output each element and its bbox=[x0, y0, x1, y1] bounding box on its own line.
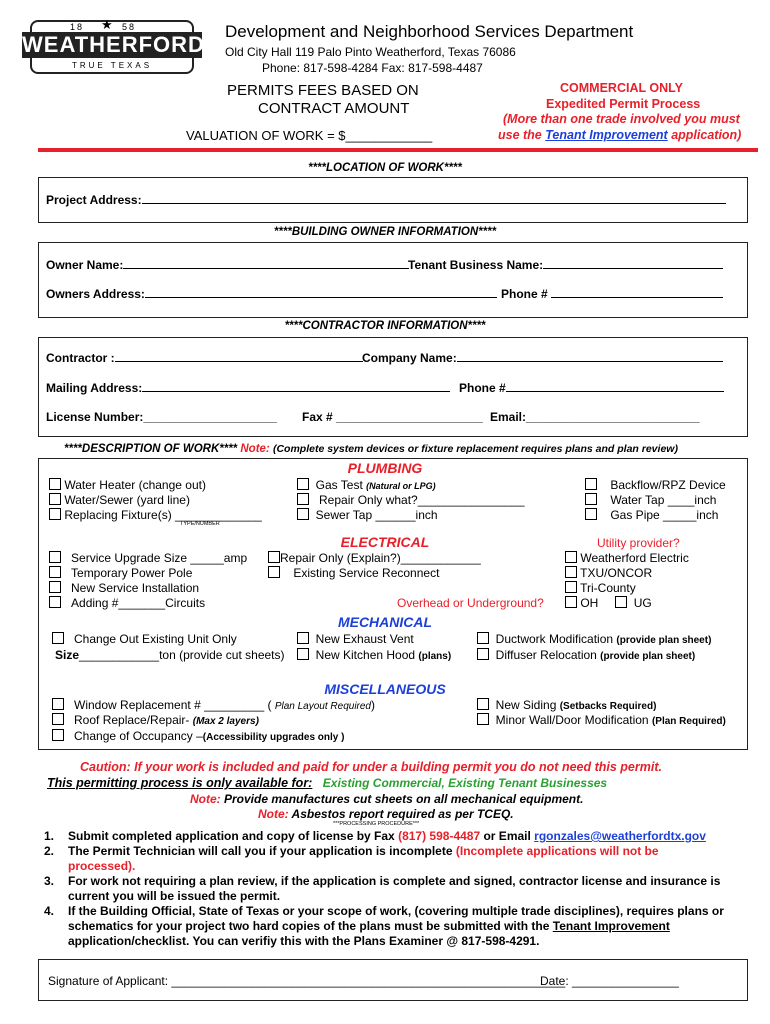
checkbox[interactable] bbox=[297, 648, 309, 660]
plumbing-water-sewer[interactable]: Water/Sewer (yard line) bbox=[49, 493, 190, 507]
asbestos-note: Note: Asbestos report required as per TCEQ. bbox=[258, 807, 514, 821]
plumbing-replacing-fixtures[interactable]: Replacing Fixture(s) _____________ bbox=[49, 508, 262, 522]
step-1-number: 1. bbox=[44, 829, 55, 843]
misc-minor-wall[interactable]: Minor Wall/Door Modification (Plan Required) bbox=[477, 713, 726, 727]
contractor-field[interactable]: Contractor : bbox=[46, 351, 363, 365]
checkbox[interactable] bbox=[477, 698, 489, 710]
checkbox[interactable] bbox=[477, 648, 489, 660]
logo-year-left: 18 bbox=[70, 22, 85, 32]
electrical-reconnect[interactable]: Existing Service Reconnect bbox=[268, 566, 439, 580]
checkbox[interactable] bbox=[49, 581, 61, 593]
plumbing-backflow[interactable]: Backflow/RPZ Device bbox=[585, 478, 726, 492]
utility-txu[interactable]: TXU/ONCOR bbox=[565, 566, 652, 580]
project-address-field[interactable]: Project Address: bbox=[46, 193, 726, 207]
misc-roof[interactable]: Roof Replace/Repair- (Max 2 layers) bbox=[52, 713, 259, 727]
owner-name-field[interactable]: Owner Name: bbox=[46, 258, 409, 272]
processing-procedure: ***PROCESSING PROCEDURE*** bbox=[333, 821, 420, 827]
electrical-adding-circuits[interactable]: Adding #_______Circuits bbox=[49, 596, 205, 610]
checkbox[interactable] bbox=[52, 729, 64, 741]
signature-field[interactable]: Signature of Applicant: ___________________________________________________________ bbox=[48, 974, 566, 988]
commercial-only: COMMERCIAL ONLY bbox=[560, 81, 683, 95]
tenant-improvement-link[interactable]: Tenant Improvement bbox=[545, 128, 668, 142]
step-2: The Permit Technician will call you if your application is incomplete (Incomplete applications will not be processed). bbox=[68, 844, 659, 873]
owners-address-field[interactable]: Owners Address: bbox=[46, 287, 497, 301]
mechanical-kitchen-hood[interactable]: New Kitchen Hood (plans) bbox=[297, 648, 451, 662]
checkbox[interactable] bbox=[477, 713, 489, 725]
type-number-label: TYPE/NUMBER bbox=[180, 521, 220, 527]
step-1: Submit completed application and copy of license by Fax (817) 598-4487 or Email rgonzales@weatherfordtx.gov bbox=[68, 829, 706, 843]
checkbox[interactable] bbox=[268, 551, 280, 563]
valuation-field[interactable]: VALUATION OF WORK = $____________ bbox=[186, 128, 433, 143]
texas-star-icon: ★ bbox=[101, 17, 113, 32]
misc-siding[interactable]: New Siding (Setbacks Required) bbox=[477, 698, 656, 712]
checkbox[interactable] bbox=[565, 581, 577, 593]
date-field[interactable]: Date: ________________ bbox=[540, 974, 679, 988]
more-than-one-trade: (More than one trade involved you must bbox=[503, 112, 740, 126]
contractor-phone-field[interactable]: Phone # bbox=[459, 381, 724, 395]
checkbox[interactable] bbox=[52, 713, 64, 725]
electrical-repair-only[interactable]: Repair Only (Explain?)____________ bbox=[268, 551, 481, 565]
checkbox[interactable] bbox=[585, 478, 597, 490]
electrical-service-upgrade[interactable]: Service Upgrade Size _____amp bbox=[49, 551, 247, 565]
step-3: For work not requiring a plan review, if the application is complete and signed, contractor license and insurance is current you will be issued the permit. bbox=[68, 874, 721, 903]
checkbox[interactable] bbox=[565, 566, 577, 578]
utility-provider: Utility provider? bbox=[597, 536, 680, 550]
checkbox[interactable] bbox=[477, 632, 489, 644]
step-4-number: 4. bbox=[44, 904, 55, 918]
plumbing-gas-test[interactable]: Gas Test (Natural or LPG) bbox=[297, 478, 436, 492]
mechanical-exhaust-vent[interactable]: New Exhaust Vent bbox=[297, 632, 414, 646]
utility-tricounty[interactable]: Tri-County bbox=[565, 581, 636, 595]
tenant-business-field[interactable]: Tenant Business Name: bbox=[408, 258, 723, 272]
plumbing-repair-only[interactable]: Repair Only what?________________ bbox=[297, 493, 525, 507]
email-field[interactable]: Email:__________________________ bbox=[490, 410, 700, 424]
email-link[interactable]: rgonzales@weatherfordtx.gov bbox=[534, 829, 706, 843]
overhead-underground: Overhead or Underground? bbox=[397, 596, 544, 610]
mechanical-size[interactable]: Size____________ton (provide cut sheets) bbox=[55, 648, 285, 662]
step-3-number: 3. bbox=[44, 874, 55, 888]
utility-oh-ug[interactable]: OH UG bbox=[565, 596, 652, 610]
form-title-line2: CONTRACT AMOUNT bbox=[258, 100, 410, 117]
misc-title: MISCELLANEOUS bbox=[324, 681, 446, 697]
step-4: If the Building Official, State of Texas or your scope of work, (covering multiple trade disciplines), requires plans or schematics for your project two hard copies of the plans must be submitted with the Tenant Improvement application/checklist. You can verifiy this with the Plans Examiner @ 817-598-4291. bbox=[68, 904, 724, 948]
logo-tagline: TRUE TEXAS bbox=[71, 61, 153, 70]
department-address: Old City Hall 119 Palo Pinto Weatherford, Texas 76086 bbox=[225, 45, 516, 59]
checkbox[interactable] bbox=[297, 508, 309, 520]
plumbing-sewer-tap[interactable]: Sewer Tap ______inch bbox=[297, 508, 438, 522]
checkbox[interactable] bbox=[49, 566, 61, 578]
checkbox[interactable] bbox=[268, 566, 280, 578]
license-number-field[interactable]: License Number:____________________ bbox=[46, 410, 277, 424]
department-phone-fax: Phone: 817-598-4284 Fax: 817-598-4487 bbox=[262, 61, 483, 75]
step-2-number: 2. bbox=[44, 844, 55, 858]
description-header: ****DESCRIPTION OF WORK**** Note: (Complete system devices or fixture replacement requires plans and plan review) bbox=[64, 443, 678, 455]
form-title-line1: PERMITS FEES BASED ON bbox=[227, 82, 419, 99]
checkbox[interactable] bbox=[297, 493, 309, 505]
mechanical-diffuser[interactable]: Diffuser Relocation (provide plan sheet) bbox=[477, 648, 695, 662]
use-tenant-improvement: use the Tenant Improvement application) bbox=[498, 128, 742, 142]
owner-section-header: ****BUILDING OWNER INFORMATION**** bbox=[273, 226, 497, 238]
expedited-process: Expedited Permit Process bbox=[546, 97, 701, 111]
plumbing-gas-pipe[interactable]: Gas Pipe _____inch bbox=[585, 508, 718, 522]
only-available: This permitting process is only available for: Existing Commercial, Existing Tenant Businesses bbox=[47, 776, 608, 790]
mechanical-change-out[interactable]: Change Out Existing Unit Only bbox=[52, 632, 237, 646]
fax-field[interactable]: Fax # ______________________ bbox=[302, 410, 483, 424]
owner-phone-field[interactable]: Phone # bbox=[501, 287, 723, 301]
owner-box bbox=[38, 242, 748, 318]
checkbox[interactable] bbox=[565, 596, 577, 608]
misc-window[interactable]: Window Replacement # _________ ( Plan Layout Required) bbox=[52, 698, 375, 712]
checkbox[interactable] bbox=[49, 551, 61, 563]
location-section-header: ****LOCATION OF WORK**** bbox=[308, 162, 462, 174]
mailing-address-field[interactable]: Mailing Address: bbox=[46, 381, 450, 395]
plumbing-water-tap[interactable]: Water Tap ____inch bbox=[585, 493, 716, 507]
electrical-temp-pole[interactable]: Temporary Power Pole bbox=[49, 566, 192, 580]
contractor-section-header: ****CONTRACTOR INFORMATION**** bbox=[284, 320, 486, 332]
logo-name: WEATHERFORD bbox=[22, 32, 205, 57]
plumbing-water-heater[interactable]: Water Heater (change out) bbox=[49, 478, 206, 492]
checkbox[interactable] bbox=[585, 493, 597, 505]
mechanical-title: MECHANICAL bbox=[337, 614, 433, 630]
checkbox[interactable] bbox=[297, 478, 309, 490]
checkbox[interactable] bbox=[49, 478, 61, 490]
cut-sheets-note: Note: Provide manufactures cut sheets on all mechanical equipment. bbox=[190, 792, 584, 806]
checkbox[interactable] bbox=[585, 508, 597, 520]
checkbox[interactable] bbox=[565, 551, 577, 563]
caution-text: Caution: If your work is included and paid for under a building permit you do not need this permit. bbox=[80, 760, 662, 774]
checkbox[interactable] bbox=[49, 596, 61, 608]
electrical-title: ELECTRICAL bbox=[340, 534, 430, 550]
mechanical-ductwork[interactable]: Ductwork Modification (provide plan sheet) bbox=[477, 632, 711, 646]
checkbox[interactable] bbox=[297, 632, 309, 644]
checkbox[interactable] bbox=[52, 632, 64, 644]
logo-year-right: 58 bbox=[122, 22, 137, 32]
electrical-new-service[interactable]: New Service Installation bbox=[49, 581, 199, 595]
checkbox[interactable] bbox=[49, 508, 61, 520]
plumbing-title: PLUMBING bbox=[347, 460, 423, 476]
department-title: Development and Neighborhood Services Department bbox=[225, 22, 634, 41]
checkbox[interactable] bbox=[49, 493, 61, 505]
company-name-field[interactable]: Company Name: bbox=[362, 351, 723, 365]
checkbox[interactable] bbox=[52, 698, 64, 710]
misc-occupancy[interactable]: Change of Occupancy –(Accessibility upgrades only ) bbox=[52, 729, 344, 743]
utility-weatherford[interactable]: Weatherford Electric bbox=[565, 551, 689, 565]
checkbox[interactable] bbox=[615, 596, 627, 608]
header-red-divider bbox=[38, 148, 758, 152]
logo bbox=[22, 16, 205, 78]
